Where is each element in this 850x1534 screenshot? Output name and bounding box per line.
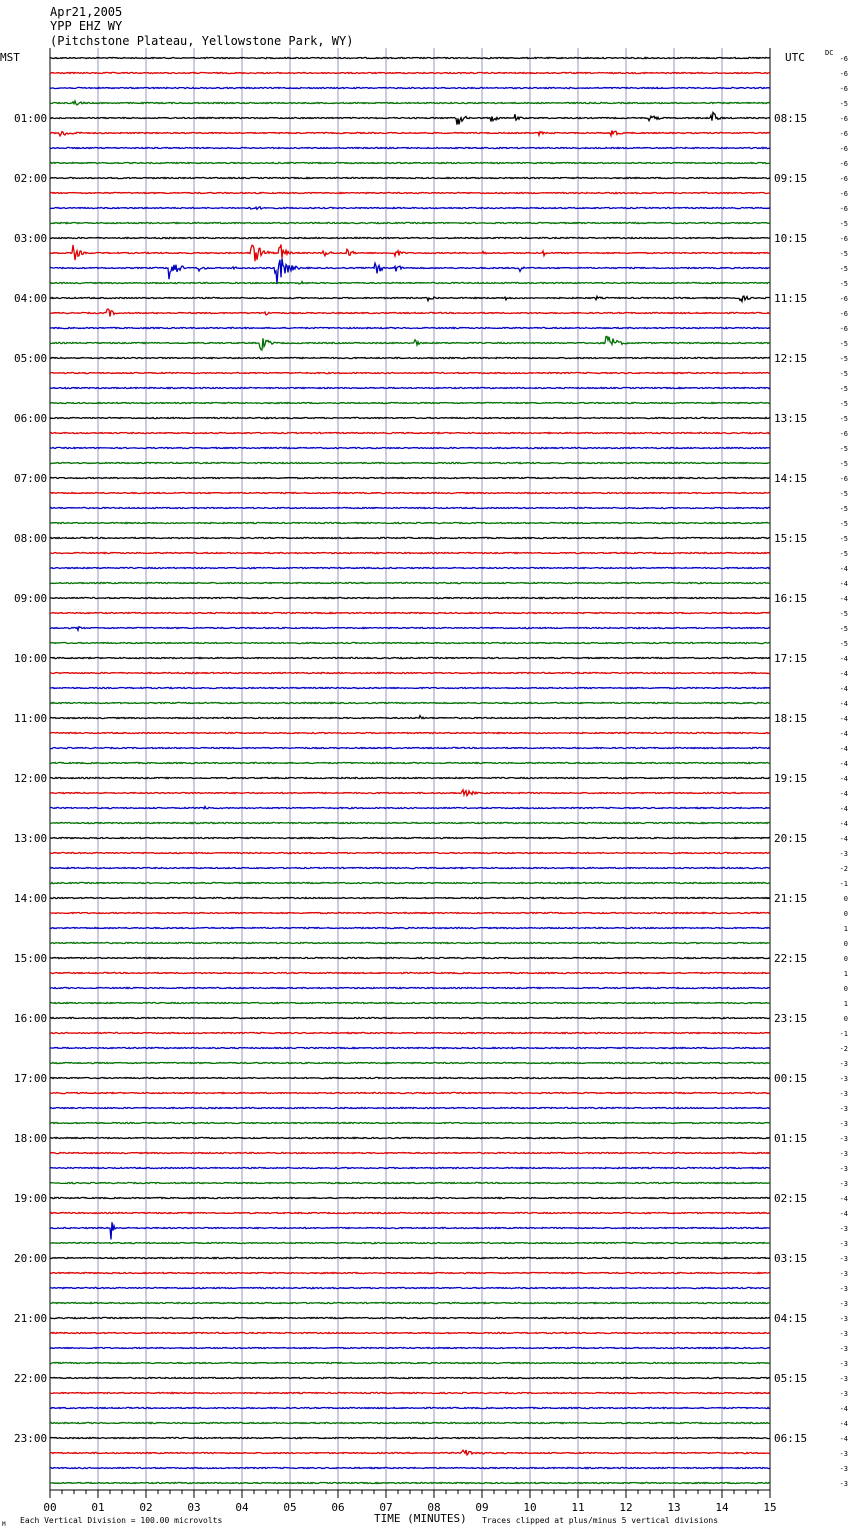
dc-offset-value: -5	[839, 400, 848, 408]
trace-row-21	[50, 372, 770, 373]
x-tick-label: 10	[523, 1501, 537, 1514]
dc-offset-value: -6	[839, 145, 848, 153]
trace-row-64	[50, 1017, 770, 1018]
trace-row-3	[50, 101, 770, 105]
dc-offset-value: -6	[839, 130, 848, 138]
trace-row-20	[50, 357, 770, 358]
mst-hour-label: 07:00	[14, 472, 48, 485]
dc-offset-value: -3	[839, 850, 848, 858]
dc-offset-value: -4	[839, 595, 848, 603]
dc-offset-value: -3	[839, 1480, 848, 1488]
trace-row-10	[50, 207, 770, 210]
trace-row-29	[50, 492, 770, 493]
trace-row-77	[50, 1212, 770, 1213]
x-tick-label: 01	[91, 1501, 105, 1514]
header-location: (Pitchstone Plateau, Yellowstone Park, WY)	[50, 34, 354, 48]
dc-offset-value: -4	[839, 1435, 848, 1443]
trace-row-52	[50, 837, 770, 838]
utc-hour-label: 23:15	[774, 1012, 808, 1025]
trace-row-49	[50, 790, 770, 796]
dc-offset-value: -4	[839, 1420, 848, 1428]
mst-hour-label: 20:00	[14, 1252, 48, 1265]
trace-row-87	[50, 1362, 770, 1363]
mst-hour-label: 12:00	[14, 772, 48, 785]
dc-offset-value: -6	[839, 430, 848, 438]
dc-offset-value: -5	[839, 355, 848, 363]
dc-offset-value: -3	[839, 1090, 848, 1098]
dc-offset-value: 0	[843, 910, 848, 918]
header-date: Apr21,2005	[50, 5, 123, 19]
dc-offset-value: -4	[839, 760, 848, 768]
dc-offset-value: -6	[839, 190, 848, 198]
dc-offset-value: -3	[839, 1105, 848, 1113]
trace-row-18	[50, 327, 770, 328]
dc-offset-value: -3	[839, 1285, 848, 1293]
dc-offset-value: -4	[839, 730, 848, 738]
trace-row-56	[50, 897, 770, 898]
trace-row-47	[50, 762, 770, 763]
trace-row-91	[50, 1422, 770, 1423]
mst-hour-label: 04:00	[14, 292, 48, 305]
dc-offset-value: -5	[839, 340, 848, 348]
trace-row-86	[50, 1347, 770, 1348]
trace-row-4	[50, 113, 770, 125]
trace-row-15	[50, 282, 770, 284]
dc-offset-value: -3	[839, 1150, 848, 1158]
dc-offset-value: -3	[839, 1330, 848, 1338]
dc-offset-value: -3	[839, 1135, 848, 1143]
trace-row-50	[50, 807, 770, 809]
x-tick-label: 00	[43, 1501, 57, 1514]
mst-hour-label: 11:00	[14, 712, 48, 725]
trace-row-92	[50, 1437, 770, 1438]
utc-hour-label: 12:15	[774, 352, 808, 365]
utc-hour-label: 17:15	[774, 652, 808, 665]
trace-row-32	[50, 537, 770, 538]
mst-hour-label: 01:00	[14, 112, 48, 125]
trace-row-80	[50, 1257, 770, 1258]
dc-offset-value: 0	[843, 1015, 848, 1023]
utc-hour-label: 06:15	[774, 1432, 808, 1445]
dc-offset-value: -3	[839, 1345, 848, 1353]
trace-row-8	[50, 177, 770, 178]
trace-row-22	[50, 387, 770, 388]
utc-hour-label: 09:15	[774, 172, 808, 185]
dc-offset-value: -5	[839, 370, 848, 378]
x-tick-label: 03	[187, 1501, 201, 1514]
trace-row-17	[50, 309, 770, 317]
trace-row-65	[50, 1032, 770, 1033]
dc-offset-value: -6	[839, 310, 848, 318]
trace-row-37	[50, 612, 770, 613]
trace-row-94	[50, 1467, 770, 1468]
dc-offset-value: -5	[839, 550, 848, 558]
dc-offset-value: -6	[839, 475, 848, 483]
dc-offset-value: -4	[839, 685, 848, 693]
dc-offset-value: -5	[839, 265, 848, 273]
dc-offset-value: -5	[839, 280, 848, 288]
trace-row-26	[50, 447, 770, 448]
dc-offset-value: -3	[839, 1075, 848, 1083]
dc-offset-value: -4	[839, 670, 848, 678]
utc-hour-label: 03:15	[774, 1252, 808, 1265]
utc-hour-label: 10:15	[774, 232, 808, 245]
dc-offset-value: -3	[839, 1240, 848, 1248]
corner-mark: M	[2, 1521, 6, 1528]
utc-hour-label: 01:15	[774, 1132, 808, 1145]
trace-row-0	[50, 57, 770, 58]
utc-hour-label: 15:15	[774, 532, 808, 545]
trace-row-75	[50, 1182, 770, 1183]
x-tick-label: 04	[235, 1501, 249, 1514]
trace-row-39	[50, 642, 770, 643]
trace-row-42	[50, 687, 770, 688]
trace-row-24	[50, 417, 770, 418]
dc-offset-value: -3	[839, 1390, 848, 1398]
dc-offset-value: -3	[839, 1465, 848, 1473]
dc-offset-value: -4	[839, 580, 848, 588]
trace-row-57	[50, 912, 770, 913]
mst-hour-label: 10:00	[14, 652, 48, 665]
trace-row-31	[50, 522, 770, 523]
mst-hour-label: 13:00	[14, 832, 48, 845]
trace-row-61	[50, 972, 770, 973]
dc-offset-value: -5	[839, 505, 848, 513]
x-tick-label: 09	[475, 1501, 489, 1514]
dc-offset-value: -5	[839, 640, 848, 648]
left-zone-label: MST	[0, 51, 20, 64]
utc-hour-label: 00:15	[774, 1072, 808, 1085]
dc-offset-value: -3	[839, 1450, 848, 1458]
dc-offset-value: 0	[843, 895, 848, 903]
x-tick-label: 15	[763, 1501, 777, 1514]
utc-hour-label: 20:15	[774, 832, 808, 845]
dc-offset-value: -5	[839, 100, 848, 108]
dc-offset-value: -4	[839, 835, 848, 843]
trace-row-70	[50, 1107, 770, 1108]
dc-offset-value: -1	[839, 880, 848, 888]
trace-row-66	[50, 1047, 770, 1048]
dc-offset-value: -6	[839, 175, 848, 183]
trace-row-44	[50, 716, 770, 719]
x-tick-label: 13	[667, 1501, 681, 1514]
dc-offset-value: -4	[839, 745, 848, 753]
mst-hour-label: 22:00	[14, 1372, 48, 1385]
dc-offset-value: -6	[839, 70, 848, 78]
dc-offset-value: -5	[839, 415, 848, 423]
dc-offset-value: -5	[839, 385, 848, 393]
trace-row-58	[50, 927, 770, 928]
x-axis-title: TIME (MINUTES)	[374, 1512, 467, 1525]
mst-hour-label: 16:00	[14, 1012, 48, 1025]
dc-offset-value: -5	[839, 520, 848, 528]
trace-row-60	[50, 957, 770, 958]
trace-row-59	[50, 942, 770, 943]
dc-offset-value: -3	[839, 1225, 848, 1233]
dc-offset-value: -6	[839, 85, 848, 93]
trace-row-83	[50, 1302, 770, 1303]
trace-row-79	[50, 1242, 770, 1243]
x-tick-label: 14	[715, 1501, 729, 1514]
trace-row-6	[50, 147, 770, 148]
x-tick-label: 06	[331, 1501, 345, 1514]
dc-offset-value: -6	[839, 295, 848, 303]
trace-row-95	[50, 1482, 770, 1483]
trace-row-63	[50, 1002, 770, 1003]
dc-offset-value: 0	[843, 955, 848, 963]
trace-row-43	[50, 702, 770, 703]
mst-hour-label: 02:00	[14, 172, 48, 185]
dc-offset-value: -5	[839, 610, 848, 618]
mst-hour-label: 19:00	[14, 1192, 48, 1205]
trace-row-89	[50, 1392, 770, 1393]
dc-offset-value: -6	[839, 55, 848, 63]
trace-row-93	[50, 1450, 770, 1455]
dc-offset-value: -6	[839, 325, 848, 333]
dc-offset-value: -6	[839, 205, 848, 213]
x-tick-label: 07	[379, 1501, 393, 1514]
dc-offset-value: -4	[839, 775, 848, 783]
trace-row-35	[50, 582, 770, 583]
dc-offset-value: -3	[839, 1060, 848, 1068]
mst-hour-label: 08:00	[14, 532, 48, 545]
trace-row-34	[50, 567, 770, 568]
trace-row-71	[50, 1122, 770, 1123]
dc-offset-value: -3	[839, 1255, 848, 1263]
trace-row-12	[50, 237, 770, 238]
dc-offset-value: -4	[839, 1210, 848, 1218]
utc-hour-label: 04:15	[774, 1312, 808, 1325]
trace-row-38	[50, 627, 770, 631]
footer-right: Traces clipped at plus/minus 5 vertical divisions	[482, 1516, 719, 1525]
trace-row-67	[50, 1062, 770, 1063]
trace-row-85	[50, 1332, 770, 1333]
mst-hour-label: 15:00	[14, 952, 48, 965]
dc-offset-value: 1	[843, 925, 848, 933]
utc-hour-label: 19:15	[774, 772, 808, 785]
trace-row-25	[50, 432, 770, 433]
dc-offset-value: -4	[839, 1405, 848, 1413]
trace-row-88	[50, 1377, 770, 1378]
utc-hour-label: 22:15	[774, 952, 808, 965]
dc-offset-value: -3	[839, 1315, 848, 1323]
dc-offset-value: -4	[839, 700, 848, 708]
trace-row-27	[50, 462, 770, 463]
trace-row-46	[50, 747, 770, 748]
trace-row-51	[50, 822, 770, 823]
dc-offset-value: -3	[839, 1120, 848, 1128]
dc-offset-value: -5	[839, 250, 848, 258]
dc-offset-value: 0	[843, 985, 848, 993]
dc-offset-value: -4	[839, 655, 848, 663]
dc-offset-value: -5	[839, 490, 848, 498]
dc-offset-value: -3	[839, 1270, 848, 1278]
dc-offset-value: -4	[839, 820, 848, 828]
utc-hour-label: 16:15	[774, 592, 808, 605]
trace-row-1	[50, 72, 770, 73]
x-tick-label: 12	[619, 1501, 633, 1514]
mst-hour-label: 21:00	[14, 1312, 48, 1325]
trace-row-82	[50, 1287, 770, 1288]
mst-hour-label: 17:00	[14, 1072, 48, 1085]
mst-hour-label: 23:00	[14, 1432, 48, 1445]
trace-row-33	[50, 552, 770, 553]
dc-label: DC	[825, 49, 834, 57]
x-tick-label: 11	[571, 1501, 585, 1514]
mst-hour-label: 09:00	[14, 592, 48, 605]
dc-offset-value: -2	[839, 865, 848, 873]
trace-row-7	[50, 162, 770, 163]
dc-offset-value: -4	[839, 790, 848, 798]
utc-hour-label: 13:15	[774, 412, 808, 425]
trace-row-84	[50, 1317, 770, 1318]
mst-hour-label: 03:00	[14, 232, 48, 245]
utc-hour-label: 18:15	[774, 712, 808, 725]
x-tick-label: 02	[139, 1501, 153, 1514]
trace-row-76	[50, 1197, 770, 1198]
trace-row-81	[50, 1272, 770, 1273]
trace-row-23	[50, 402, 770, 403]
dc-offset-value: -3	[839, 1360, 848, 1368]
trace-row-73	[50, 1152, 770, 1153]
dc-offset-value: 1	[843, 970, 848, 978]
trace-row-90	[50, 1407, 770, 1408]
right-zone-label: UTC	[785, 51, 805, 64]
dc-offset-value: -5	[839, 445, 848, 453]
utc-hour-label: 05:15	[774, 1372, 808, 1385]
dc-offset-value: -5	[839, 460, 848, 468]
trace-row-14	[50, 258, 770, 284]
dc-offset-value: -5	[839, 220, 848, 228]
trace-row-30	[50, 507, 770, 508]
trace-row-40	[50, 657, 770, 658]
trace-row-53	[50, 852, 770, 853]
trace-row-69	[50, 1092, 770, 1093]
mst-hour-label: 05:00	[14, 352, 48, 365]
dc-offset-value: -3	[839, 1165, 848, 1173]
dc-offset-value: -5	[839, 625, 848, 633]
dc-offset-value: 1	[843, 1000, 848, 1008]
dc-offset-value: 0	[843, 940, 848, 948]
trace-row-68	[50, 1077, 770, 1078]
trace-row-78	[50, 1222, 770, 1239]
trace-row-28	[50, 477, 770, 478]
mst-hour-label: 14:00	[14, 892, 48, 905]
dc-offset-value: -4	[839, 715, 848, 723]
dc-offset-value: -3	[839, 1180, 848, 1188]
utc-hour-label: 14:15	[774, 472, 808, 485]
dc-offset-value: -4	[839, 565, 848, 573]
trace-row-74	[50, 1167, 770, 1168]
trace-row-19	[50, 336, 770, 350]
dc-offset-value: -6	[839, 115, 848, 123]
dc-offset-value: -3	[839, 1300, 848, 1308]
trace-row-36	[50, 597, 770, 598]
dc-offset-value: -4	[839, 1195, 848, 1203]
trace-row-41	[50, 672, 770, 673]
mst-hour-label: 06:00	[14, 412, 48, 425]
trace-row-11	[50, 222, 770, 223]
trace-row-13	[50, 245, 770, 262]
utc-hour-label: 21:15	[774, 892, 808, 905]
trace-row-9	[50, 192, 770, 193]
dc-offset-value: -1	[839, 1030, 848, 1038]
trace-row-72	[50, 1137, 770, 1138]
utc-hour-label: 11:15	[774, 292, 808, 305]
utc-hour-label: 02:15	[774, 1192, 808, 1205]
dc-offset-value: -6	[839, 235, 848, 243]
header-station: YPP EHZ WY	[50, 19, 123, 33]
trace-row-55	[50, 882, 770, 883]
dc-offset-value: -4	[839, 805, 848, 813]
utc-hour-label: 08:15	[774, 112, 808, 125]
trace-row-48	[50, 777, 770, 778]
dc-offset-value: -6	[839, 160, 848, 168]
x-tick-label: 05	[283, 1501, 297, 1514]
x-tick-label: 08	[427, 1501, 441, 1514]
trace-row-5	[50, 130, 770, 136]
dc-offset-value: -2	[839, 1045, 848, 1053]
mst-hour-label: 18:00	[14, 1132, 48, 1145]
trace-row-45	[50, 732, 770, 733]
trace-row-16	[50, 296, 770, 301]
trace-row-54	[50, 867, 770, 868]
dc-offset-value: -5	[839, 535, 848, 543]
trace-row-2	[50, 87, 770, 88]
footer-left: Each Vertical Division = 100.00 microvolts	[20, 1516, 223, 1525]
trace-row-62	[50, 987, 770, 988]
dc-offset-value: -3	[839, 1375, 848, 1383]
